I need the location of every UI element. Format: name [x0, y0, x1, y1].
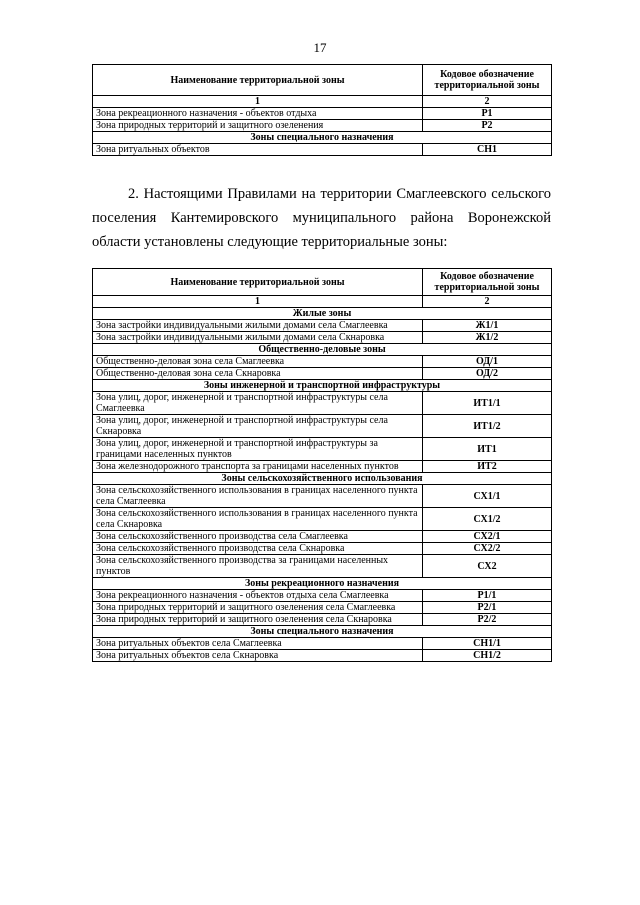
table-row — [93, 120, 552, 132]
table-row — [93, 438, 552, 461]
zone-name: Зона сельскохозяйственного использования в границах населенного пункта села Скнаровка — [93, 508, 423, 531]
section-title: Зоны сельскохозяйственного использования — [93, 473, 552, 485]
column-number: 1 — [93, 96, 423, 108]
zone-name: Зона сельскохозяйственного использования в границах населенного пункта села Смаглеевка — [93, 485, 423, 508]
section-title: Зоны специального назначения — [93, 132, 552, 144]
zone-name: Зона ритуальных объектов — [93, 144, 423, 156]
table-row — [93, 392, 552, 415]
zone-code: ИТ1 — [423, 438, 552, 461]
table-header-row — [93, 269, 552, 296]
zone-code: ИТ2 — [423, 461, 552, 473]
table-row — [93, 638, 552, 650]
zone-name: Зона рекреационного назначения - объектов отдыха — [93, 108, 423, 120]
zone-name: Зона природных территорий и защитного озеленения — [93, 120, 423, 132]
zones-table-2 — [92, 268, 552, 662]
zone-name: Общественно-деловая зона села Смаглеевка — [93, 356, 423, 368]
zone-name: Зона улиц, дорог, инженерной и транспортной инфраструктуры села Смаглеевка — [93, 392, 423, 415]
zone-code: Р2/1 — [423, 602, 552, 614]
zone-code: ИТ1/1 — [423, 392, 552, 415]
table-row — [93, 144, 552, 156]
table-row — [93, 614, 552, 626]
zone-name: Зона природных территорий и защитного озеленения села Смаглеевка — [93, 602, 423, 614]
zone-code: Ж1/2 — [423, 332, 552, 344]
table-row — [93, 485, 552, 508]
section-row — [93, 578, 552, 590]
zone-name: Зона сельскохозяйственного производства села Скнаровка — [93, 543, 423, 555]
header-zone-code: Кодовое обозначение территориальной зоны — [423, 65, 552, 96]
zone-code: СХ2/1 — [423, 531, 552, 543]
zone-code: СН1/2 — [423, 650, 552, 662]
zone-code: ОД/1 — [423, 356, 552, 368]
zone-name: Зона ритуальных объектов села Смаглеевка — [93, 638, 423, 650]
section-row — [93, 626, 552, 638]
column-number: 1 — [93, 296, 423, 308]
section-row — [93, 308, 552, 320]
zone-name: Общественно-деловая зона села Скнаровка — [93, 368, 423, 380]
column-number: 2 — [423, 296, 552, 308]
section-row — [93, 473, 552, 485]
table-row — [93, 332, 552, 344]
column-number: 2 — [423, 96, 552, 108]
header-zone-code: Кодовое обозначение территориальной зоны — [423, 269, 552, 296]
zone-name: Зона улиц, дорог, инженерной и транспортной инфраструктуры села Скнаровка — [93, 415, 423, 438]
section-row — [93, 132, 552, 144]
table-header-row — [93, 65, 552, 96]
zone-name: Зона природных территорий и защитного озеленения села Скнаровка — [93, 614, 423, 626]
zones-table-1 — [92, 64, 552, 156]
header-zone-name: Наименование территориальной зоны — [93, 65, 423, 96]
table-row — [93, 590, 552, 602]
table-row — [93, 356, 552, 368]
table-row — [93, 508, 552, 531]
column-number-row — [93, 296, 552, 308]
section-title: Жилые зоны — [93, 308, 552, 320]
zone-code: ИТ1/2 — [423, 415, 552, 438]
section-title: Зоны специального назначения — [93, 626, 552, 638]
header-zone-name: Наименование территориальной зоны — [93, 269, 423, 296]
zone-code: СХ1/2 — [423, 508, 552, 531]
table-row — [93, 543, 552, 555]
column-number-row — [93, 96, 552, 108]
zone-name: Зона застройки индивидуальными жилыми домами села Смаглеевка — [93, 320, 423, 332]
page-number: 17 — [313, 40, 327, 55]
zone-code: Р2 — [423, 120, 552, 132]
section-row — [93, 344, 552, 356]
zone-code: СН1/1 — [423, 638, 552, 650]
zone-code: Р1 — [423, 108, 552, 120]
table-row — [93, 320, 552, 332]
zone-name: Зона ритуальных объектов села Скнаровка — [93, 650, 423, 662]
zone-name: Зона железнодорожного транспорта за границами населенных пунктов — [93, 461, 423, 473]
table-row — [93, 461, 552, 473]
zone-code: СХ2/2 — [423, 543, 552, 555]
zone-name: Зона застройки индивидуальными жилыми домами села Скнаровка — [93, 332, 423, 344]
zone-name: Зона сельскохозяйственного производства села Смаглеевка — [93, 531, 423, 543]
zone-code: Р1/1 — [423, 590, 552, 602]
table-row — [93, 531, 552, 543]
zone-code: СН1 — [423, 144, 552, 156]
paragraph-text: 2. Настоящими Правилами на территории Смаглеевского сельского поселения Кантемировского муниципального района Воронежской области установлены следующие территориальные зоны: — [92, 186, 551, 250]
zone-code: ОД/2 — [423, 368, 552, 380]
zone-code: Ж1/1 — [423, 320, 552, 332]
body-paragraph — [92, 182, 551, 254]
table-row — [93, 602, 552, 614]
section-title: Зоны инженерной и транспортной инфраструктуры — [93, 380, 552, 392]
table-row — [93, 415, 552, 438]
table-row — [93, 368, 552, 380]
table-row — [93, 108, 552, 120]
zone-code: Р2/2 — [423, 614, 552, 626]
table-row — [93, 650, 552, 662]
zone-code: СХ1/1 — [423, 485, 552, 508]
table-row — [93, 555, 552, 578]
section-title: Общественно-деловые зоны — [93, 344, 552, 356]
zone-name: Зона улиц, дорог, инженерной и транспортной инфраструктуры за границами населенных пунктов — [93, 438, 423, 461]
zone-name: Зона рекреационного назначения - объектов отдыха села Смаглеевка — [93, 590, 423, 602]
section-row — [93, 380, 552, 392]
zone-code: СХ2 — [423, 555, 552, 578]
zone-name: Зона сельскохозяйственного производства за границами населенных пунктов — [93, 555, 423, 578]
section-title: Зоны рекреационного назначения — [93, 578, 552, 590]
